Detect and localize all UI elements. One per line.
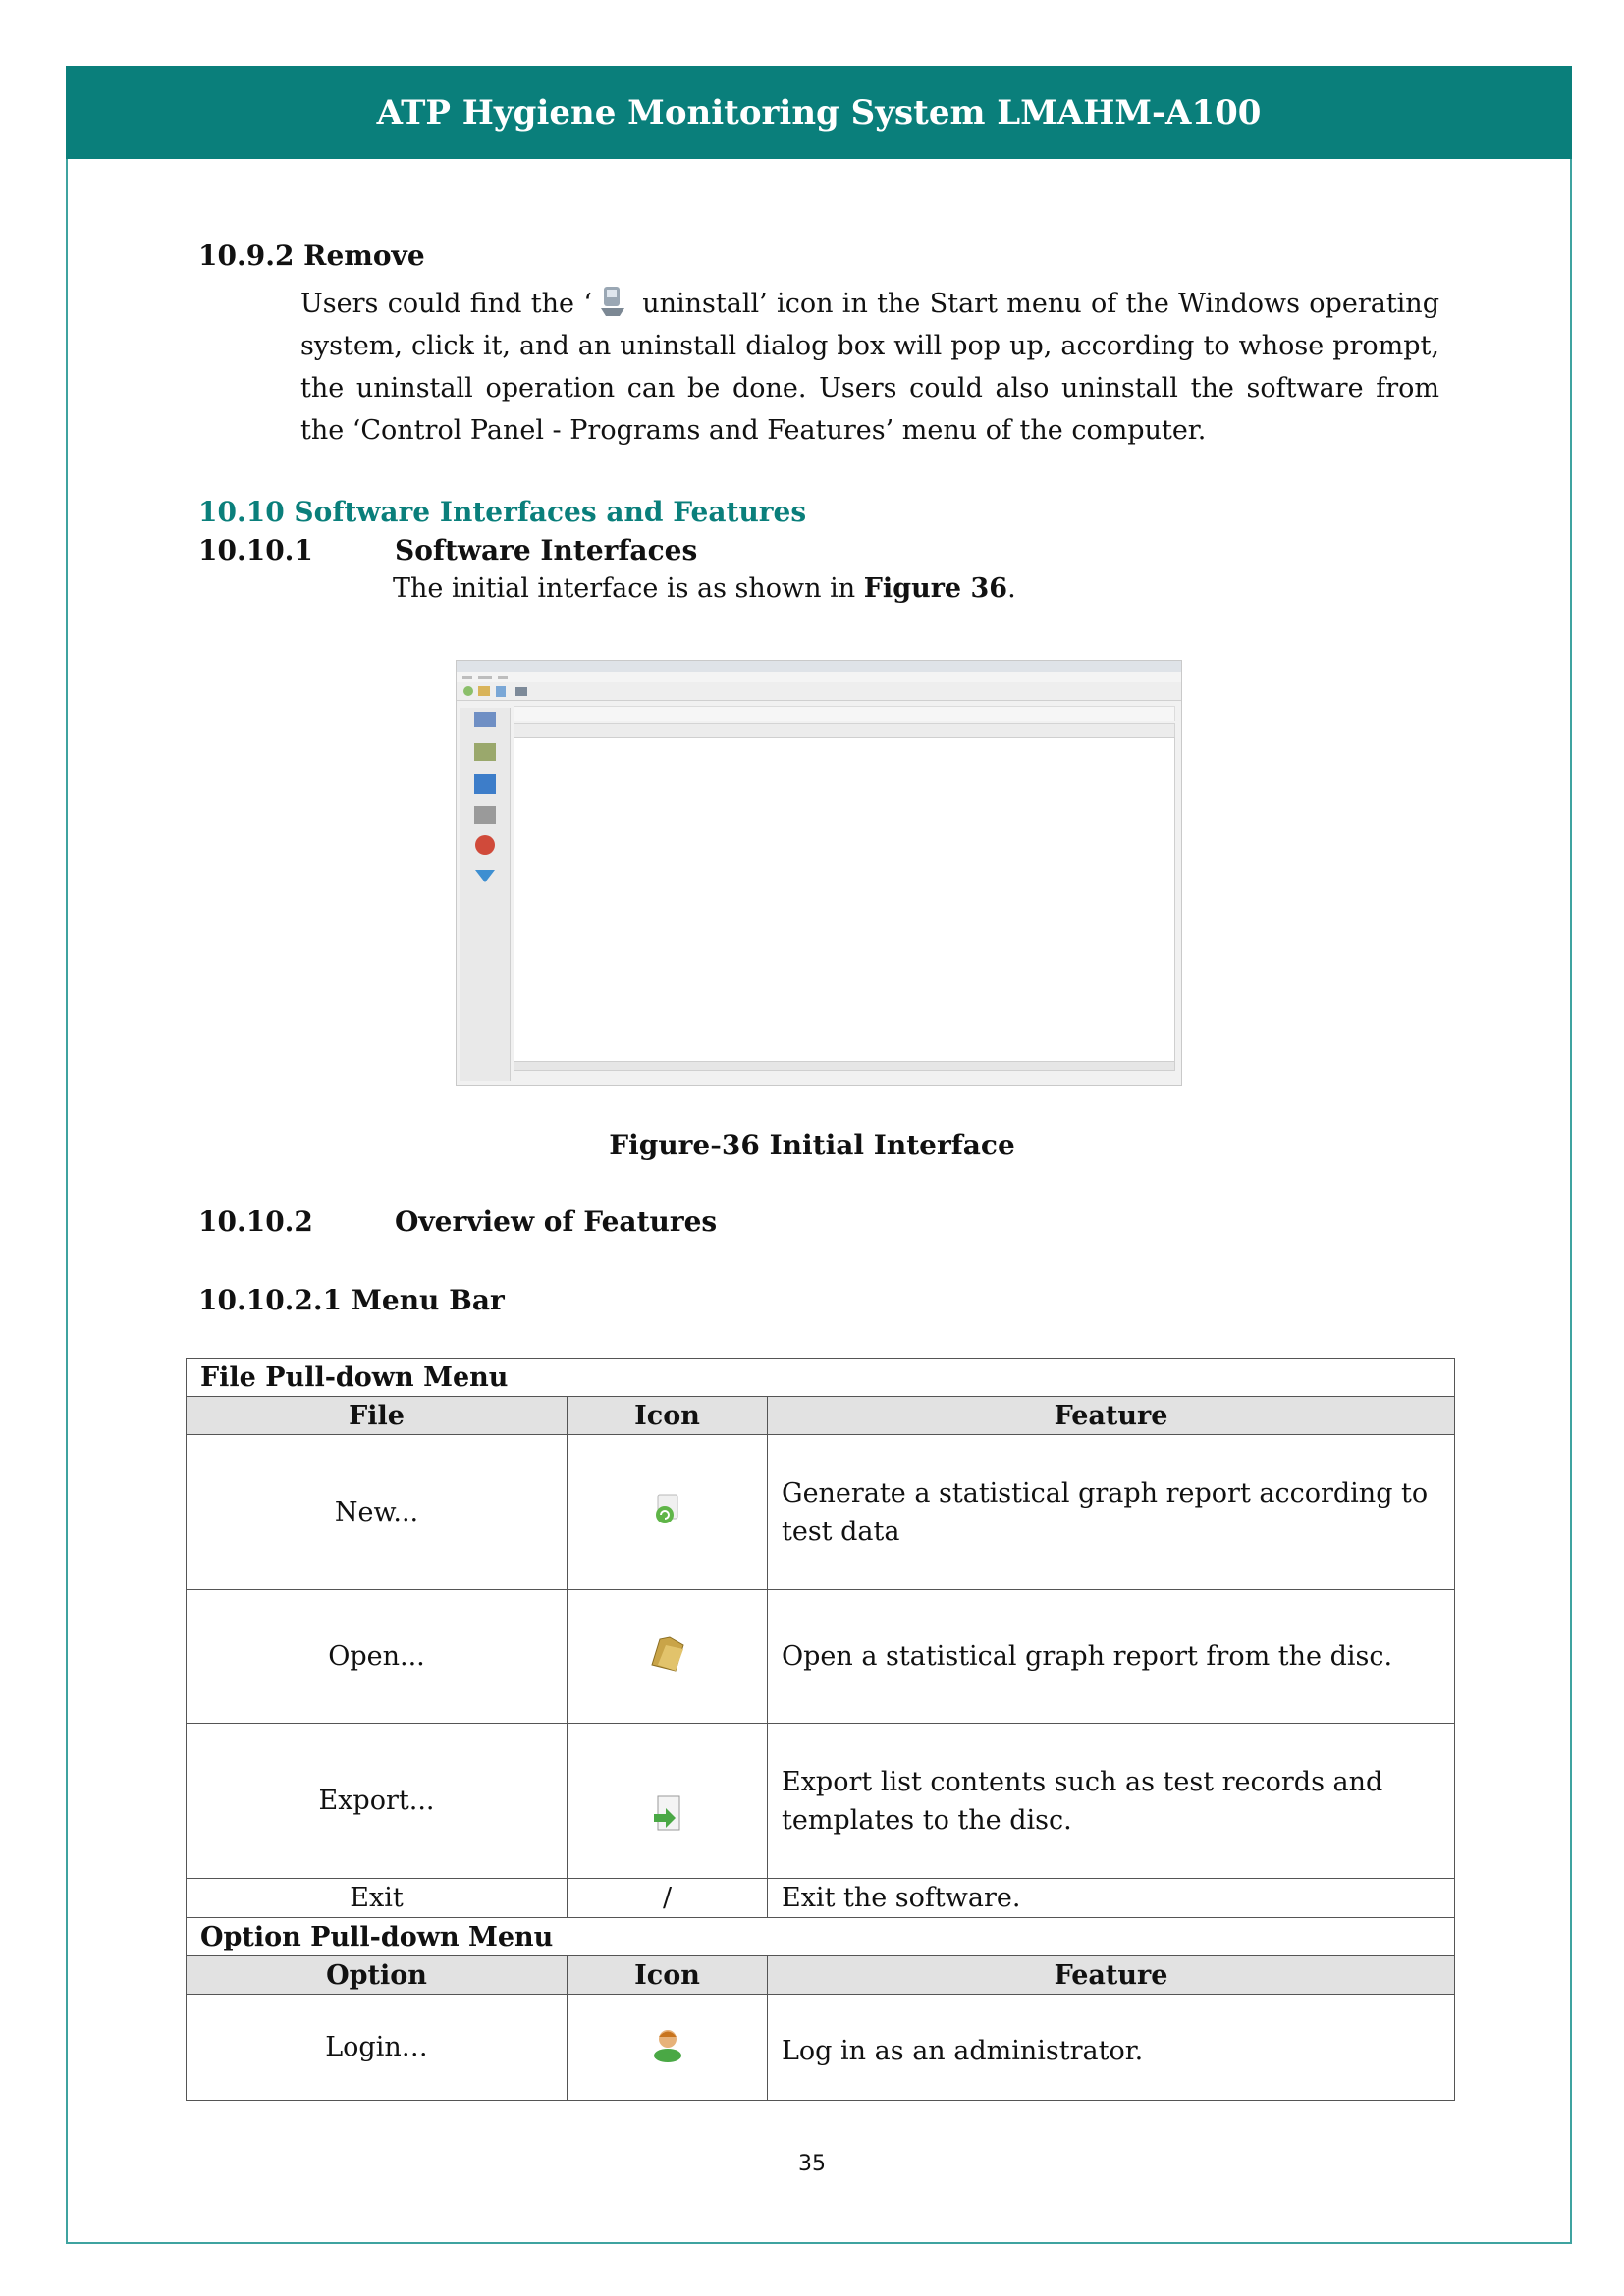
column-header: Icon <box>568 1397 768 1435</box>
column-header: Feature <box>768 1956 1455 1995</box>
administrator-icon <box>568 1995 768 2101</box>
new-report-icon <box>568 1435 768 1590</box>
overview-title: Overview of Features <box>395 1205 718 1238</box>
uninstall-icon <box>598 285 627 318</box>
menu-item-name: Exit <box>187 1879 568 1918</box>
menu-bar-heading: 10.10.2.1 Menu Bar <box>198 1284 505 1316</box>
table-section-row <box>187 1359 1455 1397</box>
remove-heading: 10.9.2 Remove <box>198 240 425 272</box>
table-section-row <box>187 1918 1455 1956</box>
header-title: ATP Hygiene Monitoring System LMAHM-A100 <box>376 92 1262 133</box>
subsection-title: Software Interfaces <box>395 534 698 566</box>
filter-bar <box>514 706 1175 721</box>
remove-paragraph: Users could find the ‘ uninstall’ icon in the Start menu of the Windows operating system, click it, and an uninstall dialog box will pop up, according to whose prompt, the uninstall operation can be done. Users could also uninstall the software from the ‘Control Panel - Programs and Features’ menu of the computer. <box>300 283 1439 452</box>
column-header: File <box>187 1397 568 1435</box>
figure-reference-text: The initial interface is as shown in Figure 36. <box>393 573 1016 604</box>
section-heading: 10.10 Software Interfaces and Features <box>198 496 807 528</box>
overview-number: 10.10.2 <box>198 1205 313 1238</box>
menu-item-feature: Log in as an administrator. <box>768 1995 1455 2101</box>
table-row <box>187 1590 1455 1724</box>
menu-item-feature: Generate a statistical graph report according to test data <box>768 1435 1455 1590</box>
subsection-number: 10.10.1 <box>198 534 313 566</box>
initial-interface-screenshot <box>456 660 1182 1086</box>
menu-item-feature: Export list contents such as test records and templates to the disc. <box>768 1724 1455 1879</box>
menu-bar-table <box>186 1358 1455 2101</box>
records-grid <box>514 737 1175 1063</box>
menu-item-icon-text: / <box>568 1879 768 1918</box>
export-icon <box>568 1724 768 1879</box>
sidebar-panel <box>460 708 511 1081</box>
menu-item-name: Login… <box>187 1995 568 2101</box>
page-number: 35 <box>798 2152 826 2176</box>
menu-item-name: Open... <box>187 1590 568 1724</box>
column-header: Feature <box>768 1397 1455 1435</box>
file-menu-section: File Pull-down Menu <box>187 1359 1455 1397</box>
figure-caption: Figure-36 Initial Interface <box>609 1129 1015 1161</box>
horizontal-scrollbar <box>514 1061 1175 1071</box>
menu-item-feature: Exit the software. <box>768 1879 1455 1918</box>
open-folder-icon <box>568 1590 768 1724</box>
window-toolbar <box>457 682 1181 701</box>
table-header-row <box>187 1956 1455 1995</box>
table-row <box>187 1724 1455 1879</box>
table-row <box>187 1435 1455 1590</box>
option-menu-section: Option Pull-down Menu <box>187 1918 1455 1956</box>
menu-item-name: Export... <box>187 1724 568 1879</box>
menu-item-feature: Open a statistical graph report from the disc. <box>768 1590 1455 1724</box>
document-header <box>66 66 1572 159</box>
window-menubar <box>457 672 1181 682</box>
table-row <box>187 1995 1455 2101</box>
table-header-row <box>187 1397 1455 1435</box>
column-header: Option <box>187 1956 568 1995</box>
menu-item-name: New... <box>187 1435 568 1590</box>
table-row <box>187 1879 1455 1918</box>
column-header: Icon <box>568 1956 768 1995</box>
